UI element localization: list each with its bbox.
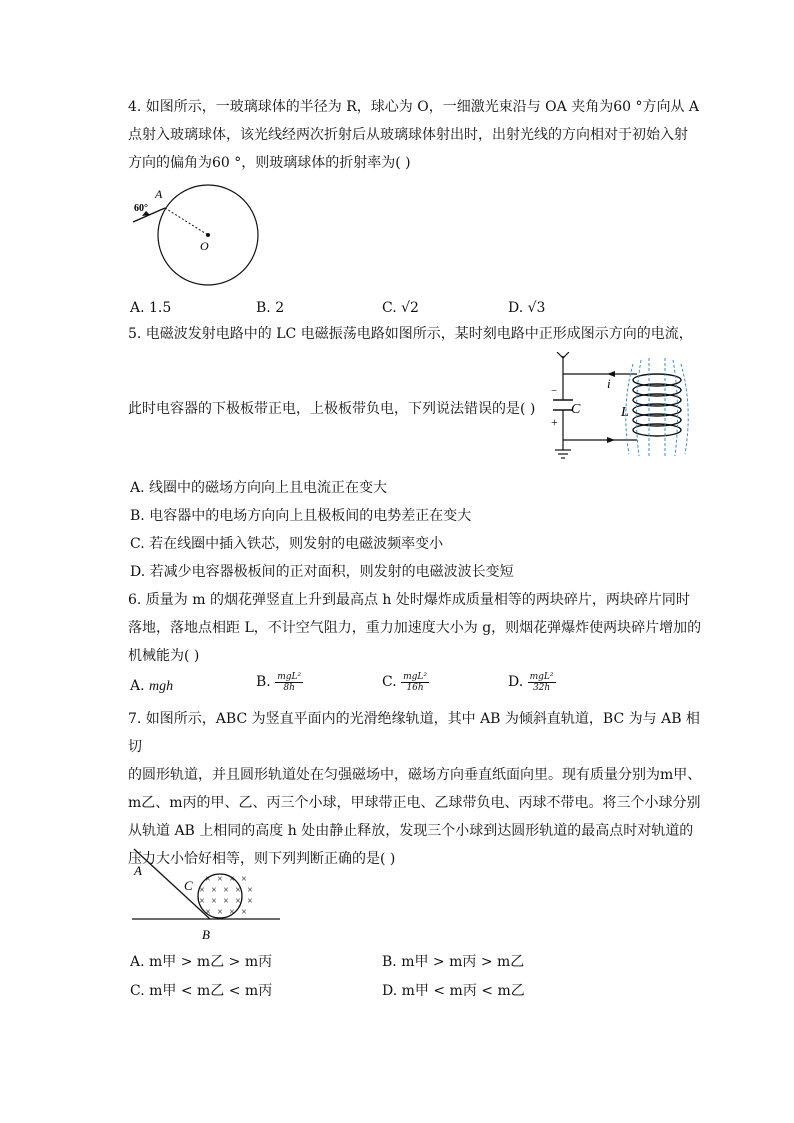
label-B: B — [202, 927, 210, 942]
q6-option-d[interactable]: D. $\frac{\text{mgL²}}{32h}$ — [508, 671, 554, 693]
q7-option-b[interactable]: B. m甲 > m丙 > m乙 — [382, 954, 525, 970]
q7-option-c[interactable]: C. m甲 < m乙 < m丙 — [130, 983, 273, 999]
svg-text:×: × — [235, 885, 241, 896]
label-A: A — [134, 863, 142, 878]
svg-text:×: × — [223, 896, 229, 907]
label-A: A — [155, 187, 163, 201]
question-7-figure — [128, 845, 288, 945]
question-7-line-4: 从轨道 AB 上相同的高度 h 处由静止释放，发现三个小球到达圆形轨道的最高点时对轨道的 — [128, 823, 694, 839]
question-6-line-3: 机械能为( ) — [128, 648, 200, 664]
svg-text:×: × — [229, 874, 235, 885]
q5-option-b[interactable]: B. 电容器中的电场方向向上且极板间的电势差正在变大 — [130, 508, 472, 524]
question-4-line-2: 点射入玻璃球体，该光线经两次折射后从玻璃球体射出时，出射光线的方向相对于初始入射 — [128, 127, 688, 143]
label-i: i — [607, 376, 611, 391]
center-O — [206, 233, 210, 237]
svg-text:×: × — [235, 896, 241, 907]
q6-option-a[interactable]: A. mgh — [130, 678, 174, 694]
question-7-line-5: 压力大小恰好相等，则下列判断正确的是( ) — [128, 851, 396, 867]
svg-text:×: × — [199, 896, 205, 907]
q5-option-a[interactable]: A. 线圈中的磁场方向向上且电流正在变大 — [130, 480, 388, 496]
q7-option-a[interactable]: A. m甲 > m乙 > m丙 — [130, 954, 273, 970]
question-5-figure — [545, 352, 695, 464]
q4-option-c[interactable]: C. √2 — [382, 300, 419, 316]
q5-option-d[interactable]: D. 若减少电容器极板间的正对面积，则发射的电磁波波长变短 — [130, 564, 514, 580]
label-60: 60° — [134, 203, 148, 214]
incline-AB — [134, 849, 210, 919]
svg-text:×: × — [199, 885, 205, 896]
q5-option-c[interactable]: C. 若在线圈中插入铁芯，则发射的电磁波频率变小 — [130, 536, 444, 552]
question-7-line-1: 7. 如图所示，ABC 为竖直平面内的光滑绝缘轨道，其中 AB 为倾斜直轨道，BC 为与 AB 相切 — [128, 711, 700, 755]
label-minus: − — [551, 385, 558, 397]
question-6-stem — [128, 586, 708, 670]
label-O: O — [200, 239, 209, 253]
question-5-line-1: 5. 电磁波发射电路中的 LC 电磁振荡电路如图所示，某时刻电路中正形成图示方向的电流， — [128, 326, 693, 342]
label-plus: + — [551, 415, 558, 429]
label-L: L — [621, 405, 629, 420]
svg-text:×: × — [241, 907, 247, 918]
svg-text:×: × — [211, 896, 217, 907]
q4-option-b[interactable]: B. 2 — [256, 300, 285, 316]
svg-text:×: × — [217, 874, 223, 885]
q4-option-d[interactable]: D. √3 — [508, 300, 546, 316]
coil-L — [633, 374, 681, 436]
question-4-stem — [128, 93, 708, 177]
question-4-line-1: 4. 如图所示，一玻璃球体的半径为 R，球心为 O，一细激光束沿与 OA 夹角为60 °方向从 A — [128, 99, 700, 115]
q4-option-a[interactable]: A. 1.5 — [130, 300, 172, 316]
question-6-line-1: 6. 质量为 m 的烟花弹竖直上升到最高点 h 处时爆炸成质量相等的两块碎片，两块碎片同时 — [128, 592, 690, 608]
question-4-line-3: 方向的偏角为60 °，则玻璃球体的折射率为( ) — [128, 155, 411, 171]
q6-option-c[interactable]: C. $\frac{\text{mgL²}}{16h}$ — [382, 671, 428, 693]
svg-text:×: × — [229, 907, 235, 918]
svg-text:×: × — [241, 874, 247, 885]
svg-text:×: × — [211, 885, 217, 896]
magnetic-field-marks — [199, 874, 253, 918]
radius-OA — [165, 208, 208, 235]
q6-option-b[interactable]: B. $\frac{\text{mgL²}}{8h}$ — [256, 671, 302, 693]
svg-text:×: × — [223, 885, 229, 896]
svg-text:×: × — [247, 896, 253, 907]
label-C: C — [571, 402, 581, 417]
svg-text:×: × — [247, 885, 253, 896]
svg-text:×: × — [205, 907, 211, 918]
question-6-line-2: 落地，落地点相距 L，不计空气阻力，重力加速度大小为 g，则烟花弹爆炸使两块碎片增加的 — [128, 620, 702, 636]
q7-option-d[interactable]: D. m甲 < m丙 < m乙 — [382, 983, 525, 999]
question-4-figure — [128, 180, 268, 290]
svg-text:×: × — [217, 907, 223, 918]
question-5-line-2: 此时电容器的下极板带正电，上极板带负电，下列说法错误的是( ) — [128, 401, 536, 417]
question-7-line-3: m乙、m丙的甲、乙、丙三个小球，甲球带正电、乙球带负电、丙球不带电。将三个小球分别 — [128, 795, 701, 811]
question-7-line-2: 的圆形轨道，并且圆形轨道处在匀强磁场中，磁场方向垂直纸面向里。现有质量分别为m甲、 — [128, 767, 702, 783]
svg-text:×: × — [205, 874, 211, 885]
label-C: C — [184, 878, 193, 893]
